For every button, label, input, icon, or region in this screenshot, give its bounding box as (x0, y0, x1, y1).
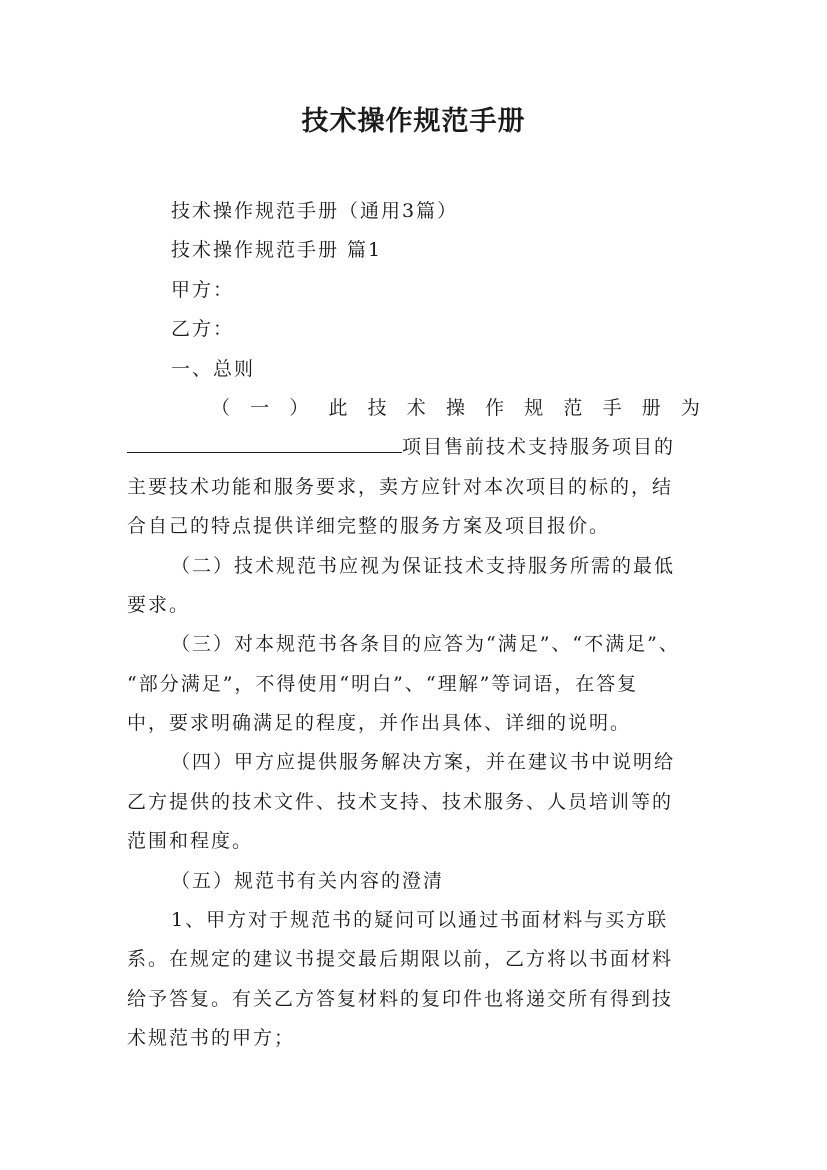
text-line: 合自己的特点提供详细完整的服务方案及项目报价。 (127, 515, 611, 538)
char: 术 (406, 396, 428, 419)
text-line: 乙方： (171, 318, 235, 341)
text-line: 乙方提供的技术文件、技术支持、技术服务、人员培训等的 (127, 790, 674, 813)
text-line: 系。在规定的建议书提交最后期限以前，乙方将以书面材料 (127, 948, 674, 971)
text-line: 术规范书的甲方； (127, 1027, 296, 1050)
char: 作 (485, 396, 507, 419)
text-line: 要求。 (127, 593, 191, 616)
char: ） (289, 396, 311, 419)
text-line: （四）甲方应提供服务解决方案，并在建议书中说明给 (171, 751, 676, 774)
justified-text-line (127, 389, 702, 428)
char: 册 (641, 396, 663, 419)
document-body (127, 192, 702, 1059)
text-line: 1、甲方对于规范书的疑问可以通过书面材料与买方联 (171, 909, 669, 932)
text-line: 中，要求明确满足的程度，并作出具体、详细的说明。 (127, 712, 632, 735)
char: 手 (602, 396, 624, 419)
char: 规 (524, 396, 546, 419)
text-line: 技术操作规范手册（通用3篇） (171, 200, 459, 222)
char: 此 (328, 396, 350, 419)
text-after-blank: 项目售前技术支持服务项目的 (402, 436, 676, 459)
text-line: 甲方： (171, 278, 235, 301)
char: 技 (367, 396, 389, 419)
text-line: 给予答复。有关乙方答复材料的复印件也将递交所有得到技 (127, 987, 674, 1010)
char: 一 (250, 396, 272, 419)
text-line: （二）技术规范书应视为保证技术支持服务所需的最低 (171, 554, 676, 577)
text-line: （五）规范书有关内容的澄清 (171, 869, 445, 892)
char: 为 (680, 396, 702, 419)
char: （ (211, 396, 233, 419)
text-line: （三）对本规范书各条目的应答为“满足”、“不满足”、 (171, 633, 680, 656)
char: 操 (445, 396, 467, 419)
char: 范 (563, 396, 585, 419)
fill-in-blank (127, 434, 402, 453)
document-title: 技术操作规范手册 (301, 106, 526, 137)
text-line (127, 428, 702, 467)
text-line: 技术操作规范手册 篇1 (171, 239, 383, 262)
text-line: 范围和程度。 (127, 830, 254, 853)
text-line: 一、总则 (171, 357, 256, 380)
text-line: 主要技术功能和服务要求，卖方应针对本次项目的标的，结 (127, 475, 674, 498)
text-line: “部分满足”，不得使用“明白”、“理解”等词语，在答复 (127, 672, 639, 695)
